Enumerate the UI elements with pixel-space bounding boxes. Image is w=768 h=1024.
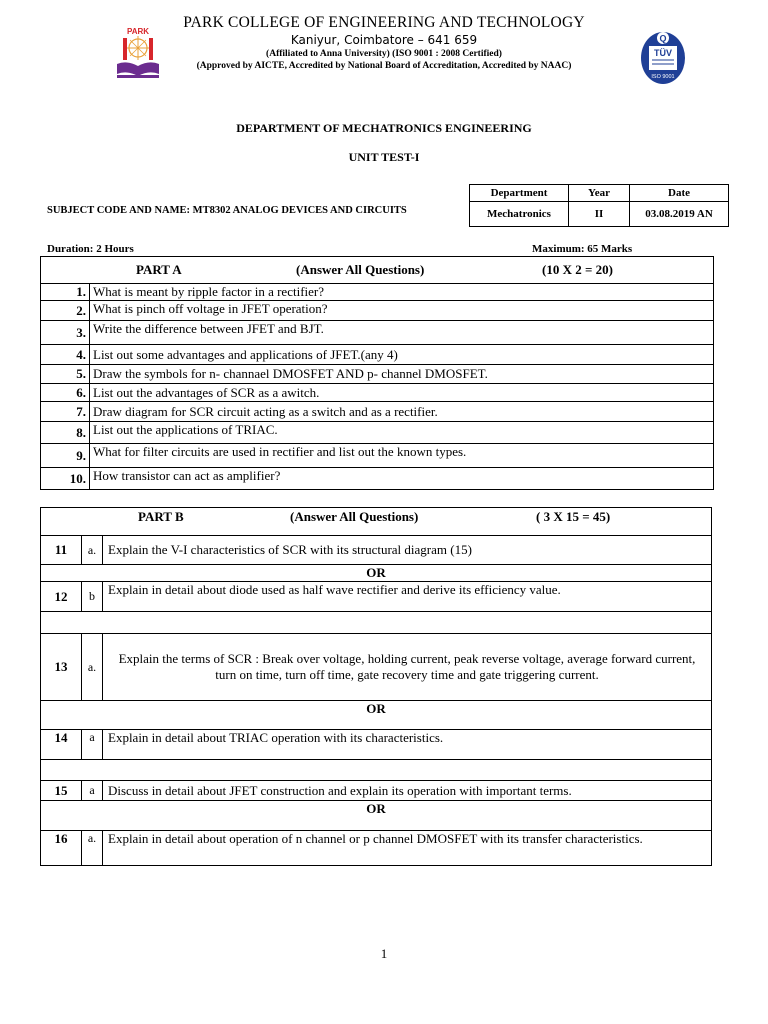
info-header-year: Year bbox=[569, 185, 630, 202]
question-sub: a bbox=[82, 781, 103, 801]
question-number: 5. bbox=[41, 365, 90, 384]
question-number: 13 bbox=[41, 634, 82, 701]
question-number: 4. bbox=[41, 345, 90, 365]
question-number: 3. bbox=[41, 321, 90, 345]
or-row bbox=[41, 701, 712, 730]
part-b-instruction: (Answer All Questions) bbox=[290, 509, 419, 524]
page-number: 1 bbox=[380, 946, 388, 961]
question-row bbox=[41, 321, 714, 345]
question-text: How transistor can act as amplifier? bbox=[90, 468, 714, 490]
logo-text: PARK bbox=[126, 27, 150, 36]
blank-row bbox=[41, 760, 712, 781]
question-text: Explain the terms of SCR : Break over voltage, holding current, peak reverse voltage, average forward current, turn on time, turn off time, gate recovery time and gate triggering current. bbox=[103, 634, 712, 701]
question-row bbox=[41, 365, 714, 384]
part-b-header-row bbox=[41, 508, 712, 536]
question-number: 6. bbox=[41, 384, 90, 402]
info-value-year: II bbox=[569, 202, 630, 227]
question-row bbox=[41, 284, 714, 301]
info-value-date: 03.08.2019 AN bbox=[630, 202, 729, 227]
question-text: Explain in detail about diode used as half wave rectifier and derive its efficiency value. bbox=[103, 582, 712, 612]
info-header-date: Date bbox=[630, 185, 729, 202]
question-number: 14 bbox=[41, 730, 82, 760]
question-text: Write the difference between JFET and BJT. bbox=[90, 321, 714, 345]
or-row bbox=[41, 565, 712, 582]
approval-line: (Approved by AICTE, Accredited by National Board of Accreditation, Accredited by NAAC) bbox=[196, 61, 572, 71]
question-number: 7. bbox=[41, 402, 90, 422]
svg-text:ISO 9001: ISO 9001 bbox=[651, 74, 675, 80]
affiliation-line: (Affiliated to Anna University) (ISO 9001 : 2008 Certified) bbox=[266, 49, 502, 59]
question-row bbox=[41, 831, 712, 866]
question-row bbox=[41, 402, 714, 422]
question-text: Explain in detail about operation of n channel or p channel DMOSFET with its transfer characteristics. bbox=[103, 831, 712, 866]
blank-row bbox=[41, 612, 712, 634]
question-number: 1. bbox=[41, 284, 90, 301]
question-sub: a. bbox=[82, 831, 103, 866]
college-name: PARK COLLEGE OF ENGINEERING AND TECHNOLOGY bbox=[183, 14, 585, 31]
duration: Duration: 2 Hours bbox=[47, 243, 134, 255]
question-row bbox=[41, 444, 714, 468]
question-row bbox=[41, 781, 712, 801]
question-text: List out the advantages of SCR as a awitch. bbox=[90, 384, 714, 402]
question-sub: a. bbox=[82, 536, 103, 565]
part-a-header-row bbox=[41, 257, 714, 284]
info-table bbox=[469, 184, 729, 227]
svg-text:TÜV: TÜV bbox=[654, 48, 672, 58]
question-number: 8. bbox=[41, 422, 90, 444]
question-text: Draw diagram for SCR circuit acting as a switch and as a rectifier. bbox=[90, 402, 714, 422]
part-a-table bbox=[40, 256, 714, 490]
question-row bbox=[41, 468, 714, 490]
question-text: Explain the V-I characteristics of SCR with its structural diagram (15) bbox=[103, 536, 712, 565]
question-sub: b bbox=[82, 582, 103, 612]
question-text: Draw the symbols for n- channael DMOSFET AND p- channel DMOSFET. bbox=[90, 365, 714, 384]
question-row bbox=[41, 345, 714, 365]
question-row bbox=[41, 582, 712, 612]
question-text: Explain in detail about TRIAC operation with its characteristics. bbox=[103, 730, 712, 760]
info-header-department: Department bbox=[470, 185, 569, 202]
question-row bbox=[41, 301, 714, 321]
question-number: 15 bbox=[41, 781, 82, 801]
college-address: Kaniyur, Coimbatore – 641 659 bbox=[290, 33, 478, 47]
question-number: 2. bbox=[41, 301, 90, 321]
or-label: OR bbox=[41, 565, 712, 582]
test-title: UNIT TEST-I bbox=[348, 150, 420, 164]
part-b-table bbox=[40, 507, 712, 866]
department-title: DEPARTMENT OF MECHATRONICS ENGINEERING bbox=[236, 121, 532, 135]
subject-line: SUBJECT CODE AND NAME: MT8302 ANALOG DEVICES AND CIRCUITS bbox=[47, 205, 407, 216]
question-text: What for filter circuits are used in rectifier and list out the known types. bbox=[90, 444, 714, 468]
part-b-marks: ( 3 X 15 = 45) bbox=[536, 509, 611, 524]
question-row bbox=[41, 536, 712, 565]
or-label: OR bbox=[41, 801, 712, 831]
question-sub: a. bbox=[82, 634, 103, 701]
question-text: What is pinch off voltage in JFET operation? bbox=[90, 301, 714, 321]
question-row bbox=[41, 634, 712, 701]
question-row bbox=[41, 384, 714, 402]
or-label: OR bbox=[41, 701, 712, 730]
part-a-instruction: (Answer All Questions) bbox=[296, 262, 425, 277]
or-row bbox=[41, 801, 712, 831]
question-number: 16 bbox=[41, 831, 82, 866]
question-number: 12 bbox=[41, 582, 82, 612]
question-sub: a bbox=[82, 730, 103, 760]
info-value-department: Mechatronics bbox=[470, 202, 569, 227]
svg-text:Q: Q bbox=[659, 33, 667, 44]
question-number: 11 bbox=[41, 536, 82, 565]
question-number: 9. bbox=[41, 444, 90, 468]
part-b-title: PART B bbox=[138, 509, 184, 524]
question-text: List out the applications of TRIAC. bbox=[90, 422, 714, 444]
question-text: Discuss in detail about JFET construction and explain its operation with important terms. bbox=[103, 781, 712, 801]
question-row bbox=[41, 730, 712, 760]
question-number: 10. bbox=[41, 468, 90, 490]
part-a-title: PART A bbox=[136, 262, 182, 277]
question-text: What is meant by ripple factor in a rectifier? bbox=[90, 284, 714, 301]
question-row bbox=[41, 422, 714, 444]
maximum-marks: Maximum: 65 Marks bbox=[532, 243, 633, 255]
part-a-marks: (10 X 2 = 20) bbox=[542, 262, 613, 277]
question-text: List out some advantages and applications of JFET.(any 4) bbox=[90, 345, 714, 365]
